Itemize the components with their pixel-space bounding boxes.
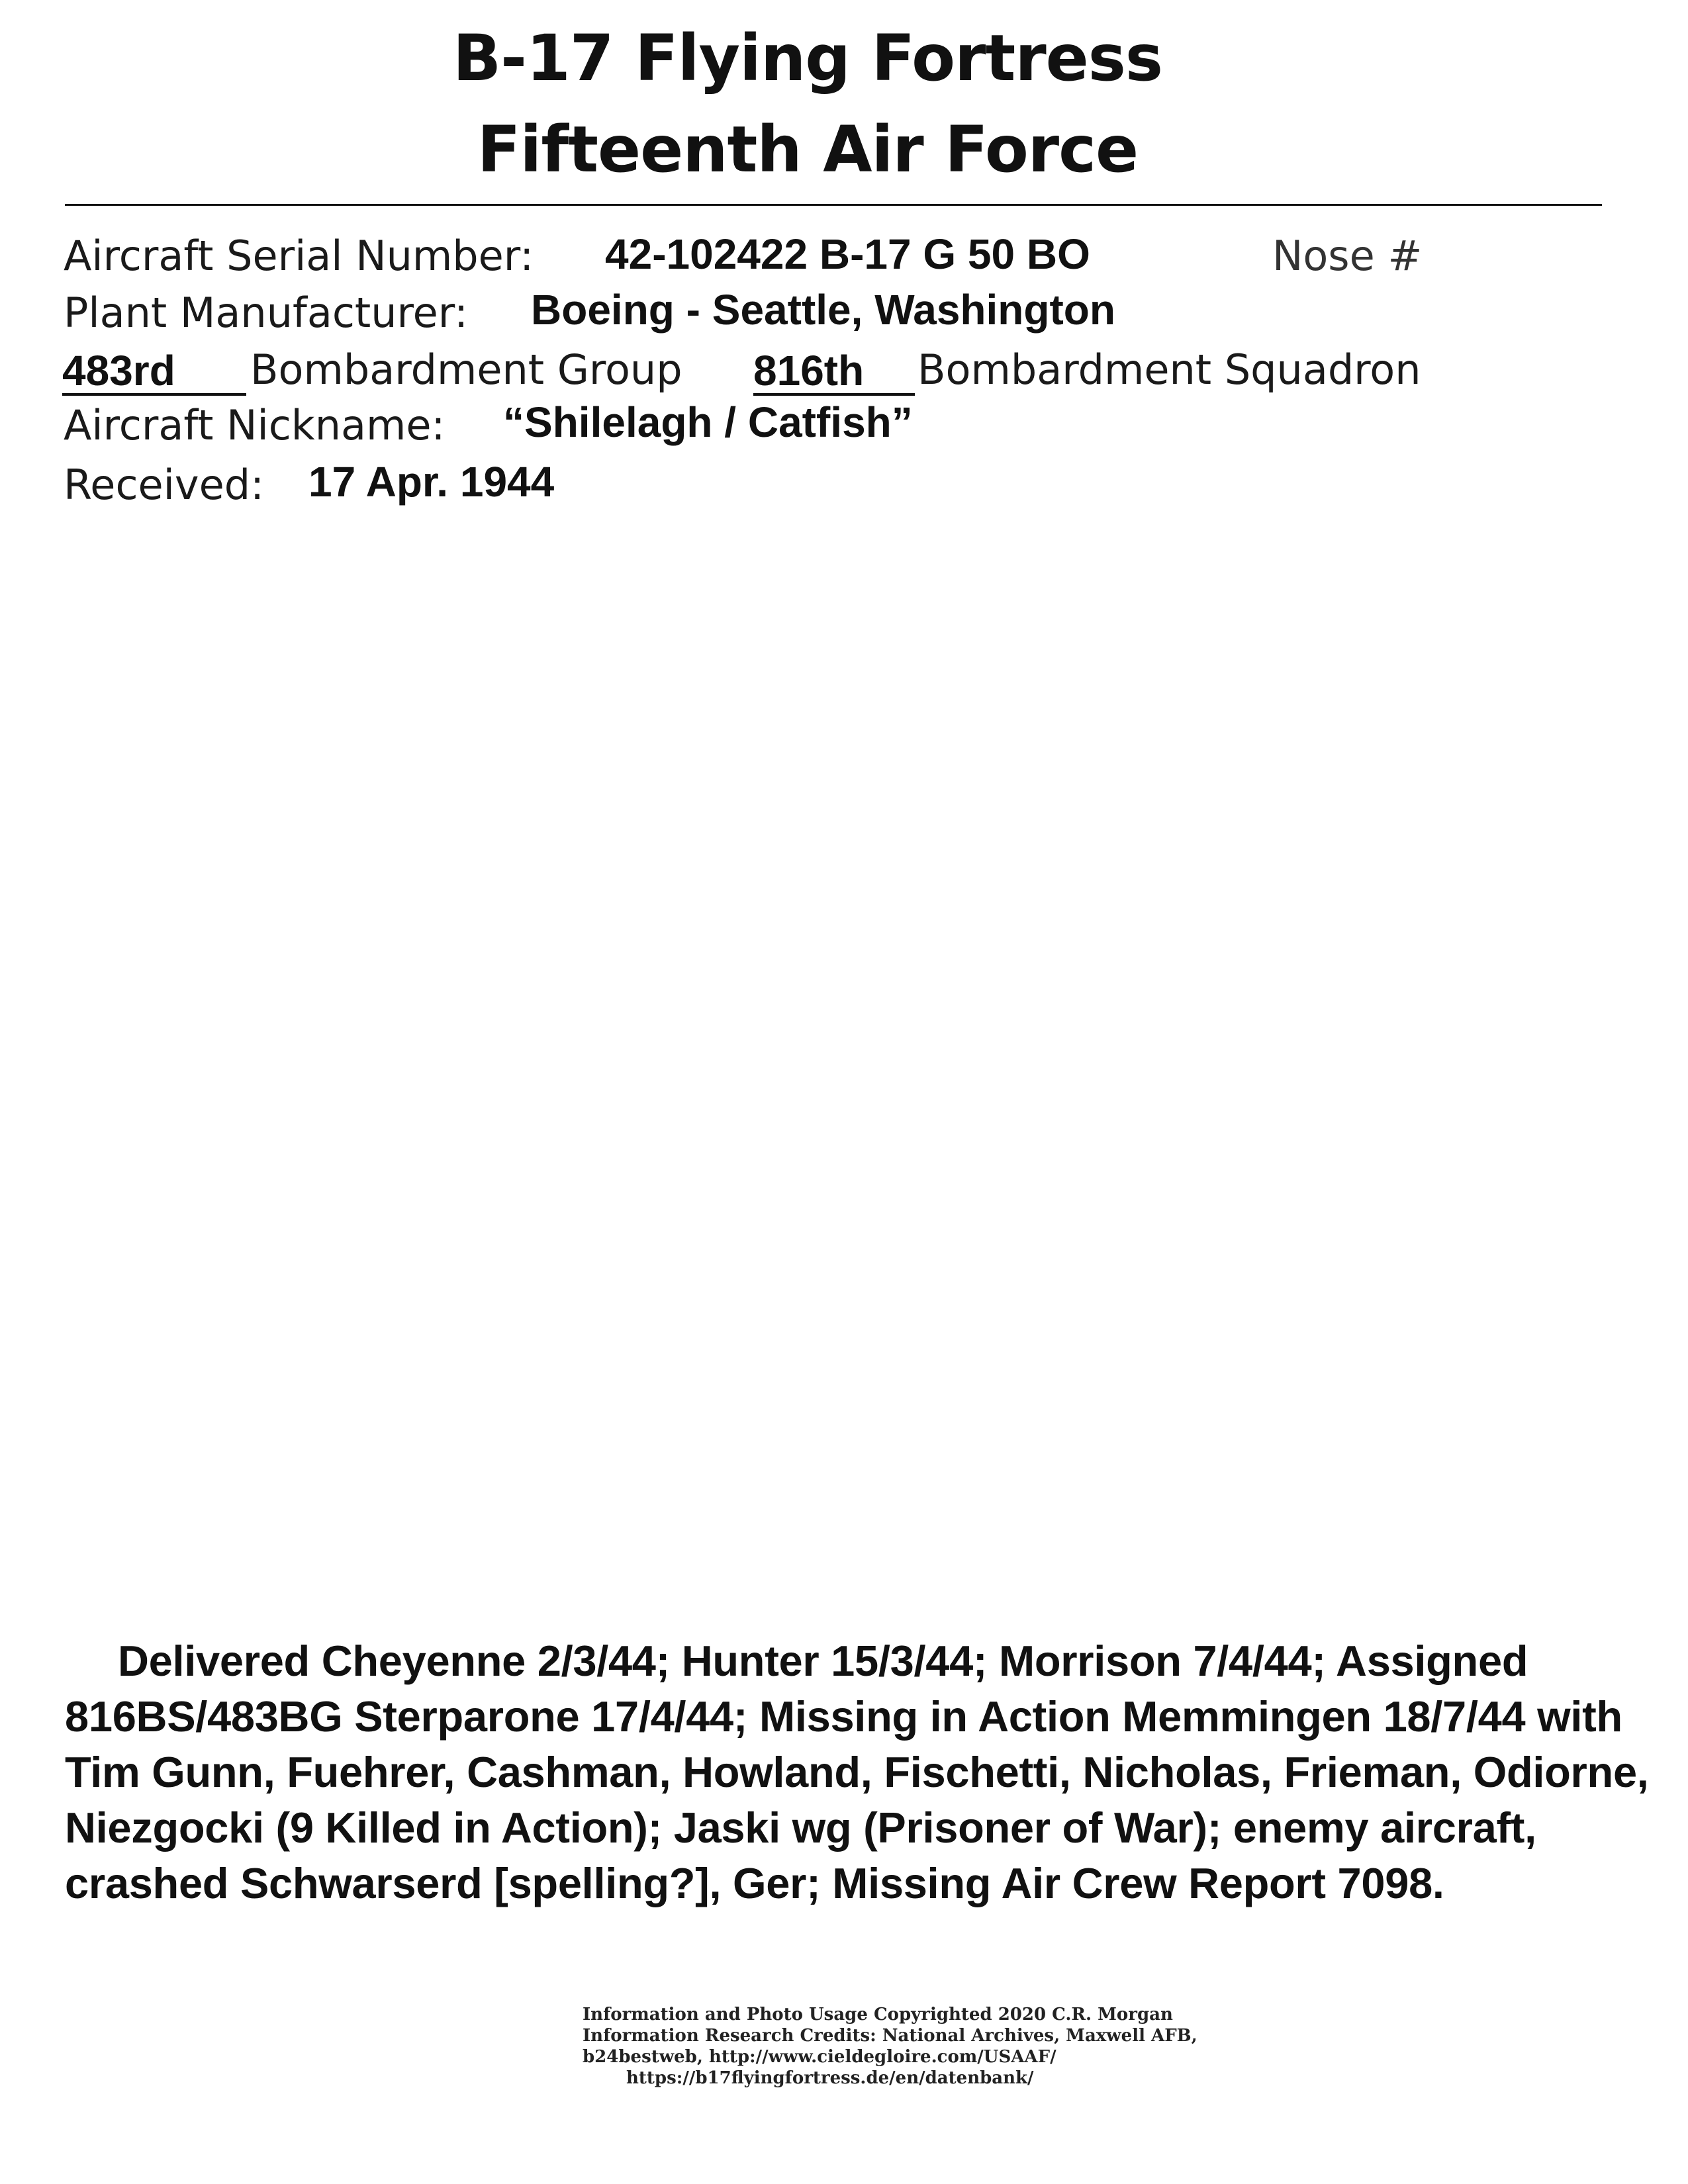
bomb-squadron-label: Bombardment Squadron: [917, 345, 1421, 394]
bomb-group-value: 483rd: [62, 349, 246, 396]
bomb-squadron-value: 816th: [753, 349, 915, 396]
nickname-value: “Shilelagh / Catfish”: [503, 398, 913, 446]
page-title: B-17 Flying Fortress: [452, 21, 1163, 95]
credits-line: https://b17flyingfortress.de/en/datenbank/: [626, 2068, 1034, 2088]
received-value: 17 Apr. 1944: [308, 458, 555, 506]
service-history-paragraph: Delivered Cheyenne 2/3/44; Hunter 15/3/44; Morrison 7/4/44; Assigned 816BS/483BG Sterparone 17/4/44; Missing in Action Memmingen 18/7/44 with Tim Gunn, Fuehrer, Cashman, Howland, Fischetti, Nicholas, Frieman, Odiorne, Niezgocki (9 Killed in Action); Jaski wg (Prisoner of War); enemy aircraft, crashed Schwarserd [spelling?], Ger; Missing Air Crew Report 7098.: [65, 1637, 1649, 1907]
credits-block: [583, 2004, 1197, 2089]
header-divider: [65, 204, 1602, 206]
nose-number-label: Nose #: [1272, 232, 1423, 280]
nickname-label: Aircraft Nickname:: [64, 401, 445, 449]
bomb-group-label: Bombardment Group: [250, 345, 682, 394]
page-subtitle: Fifteenth Air Force: [477, 113, 1139, 187]
credits-line: Information and Photo Usage Copyrighted 2020 C.R. Morgan: [583, 2005, 1173, 2025]
manufacturer-value: Boeing - Seattle, Washington: [531, 286, 1115, 334]
credits-line: b24bestweb, http://www.cieldegloire.com/USAAF/: [583, 2047, 1056, 2067]
credits-line: Information Research Credits: National Archives, Maxwell AFB,: [583, 2026, 1197, 2046]
serial-number-value: 42-102422 B-17 G 50 BO: [605, 230, 1090, 278]
manufacturer-label: Plant Manufacturer:: [64, 289, 469, 337]
serial-number-label: Aircraft Serial Number:: [64, 232, 534, 280]
received-label: Received:: [64, 461, 264, 509]
